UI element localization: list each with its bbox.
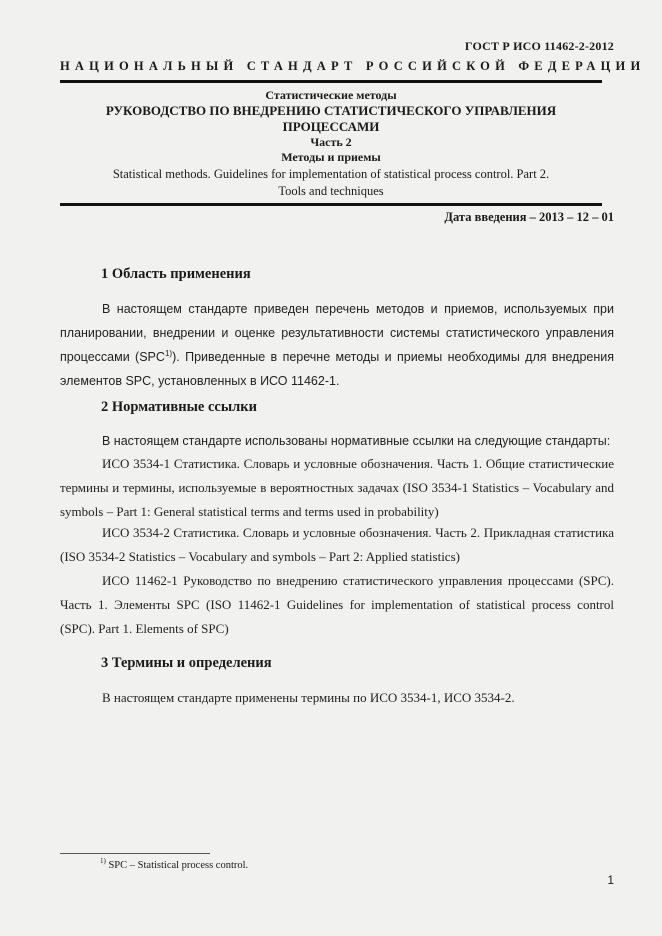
title-block xyxy=(60,88,602,199)
intro-date: Дата введения – 2013 – 12 – 01 xyxy=(444,210,614,224)
section-1-heading: 1 Область применения xyxy=(101,266,251,282)
section-1-text: В настоящем стандарте приведен перечень методов и приемов, используемых при планировании, внедрении и оценке результативности системы статистического управления процессами (SPC$^{1)}$). Приведенные в перечне методы и приемы необходимы для внедрения элементов SPC, установленных в ИСО 11462-1. xyxy=(60,302,615,388)
top-rule xyxy=(60,80,602,83)
page-number: 1 xyxy=(607,873,614,887)
title-main-line1: РУКОВОДСТВО ПО ВНЕДРЕНИЮ СТАТИСТИЧЕСКОГО УПРАВЛЕНИЯ xyxy=(105,103,557,118)
section-3-heading: 3 Термины и определения xyxy=(101,655,272,671)
title-english-line2: Tools and techniques xyxy=(278,184,384,198)
reference-item: ИСО 3534-1 Статистика. Словарь и условные обозначения. Часть 1. Общие статистические термины и термины, используемые в вероятностных задачах (ISO 3534-1 Statistics – Vocabulary and symbols – Part 1: General statistical terms and terms used in probability) xyxy=(60,456,614,519)
section-2-intro: В настоящем стандарте использованы нормативные ссылки на следующие стандарты: xyxy=(102,434,611,448)
national-standard-banner: НАЦИОНАЛЬНЫЙ СТАНДАРТ РОССИЙСКОЙ ФЕДЕРАЦИИ xyxy=(60,59,646,73)
footnote-rule xyxy=(60,853,210,854)
footnote: $^{1)}$ SPC – Statistical process control. xyxy=(100,857,249,871)
title-subtitle: Методы и приемы xyxy=(281,150,381,164)
title-english-line1: Statistical methods. Guidelines for implementation of statistical process control. Part 2. xyxy=(112,167,550,181)
title-part: Часть 2 xyxy=(310,135,352,149)
reference-item: ИСО 3534-2 Статистика. Словарь и условные обозначения. Часть 2. Прикладная статистика (ISO 3534-2 Statistics – Vocabulary and symbols – Part 2: Applied statistics) xyxy=(60,525,614,564)
title-category: Статистические методы xyxy=(265,88,397,102)
title-main-line2: ПРОЦЕССАМИ xyxy=(282,119,380,134)
section-2-heading: 2 Нормативные ссылки xyxy=(101,399,257,415)
section-3-text: В настоящем стандарте применены термины по ИСО 3534-1, ИСО 3534-2. xyxy=(102,690,515,705)
gost-code: ГОСТ Р ИСО 11462-2-2012 xyxy=(464,39,614,53)
title-bottom-rule xyxy=(60,203,602,206)
reference-item: ИСО 11462-1 Руководство по внедрению статистического управления процессами (SPC). Часть 1. Элементы SPC (ISO 11462-1 Guidelines for implementation of statistical process control (SPC). Part 1. Elements of SPC) xyxy=(60,573,614,636)
footnote-ref: 1) xyxy=(164,349,173,358)
